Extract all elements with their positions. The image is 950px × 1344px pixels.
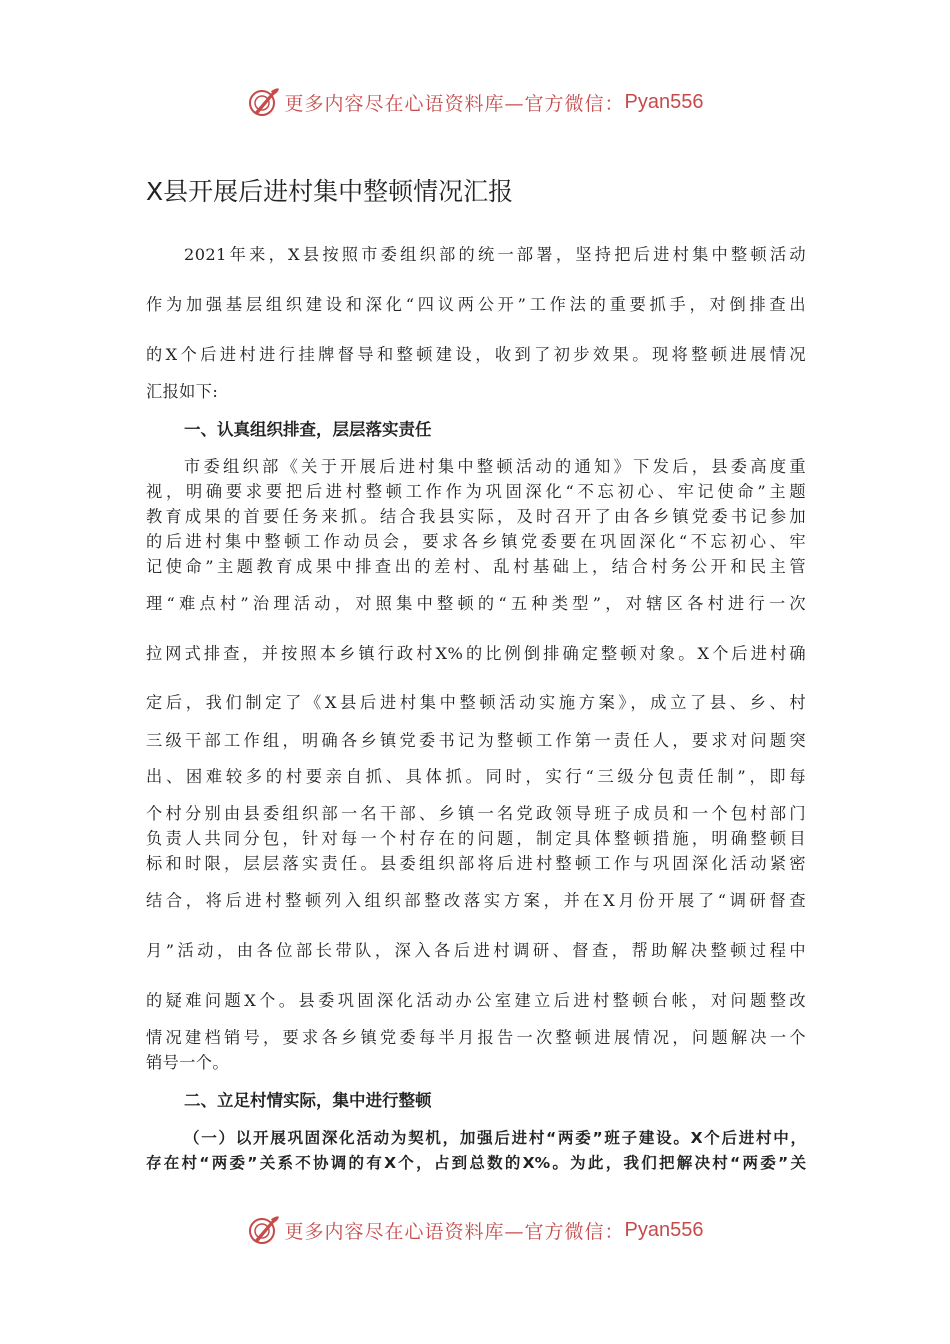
section-1-line: 拉网式排查，并按照本乡镇行政村X%的比例倒排确定整顿对象。X个后进村确	[146, 644, 806, 663]
section-1-line: 教育成果的首要任务来抓。结合我县实际，及时召开了由各乡镇党委书记参加	[146, 507, 806, 526]
document-title: X县开展后进村集中整顿情况汇报	[146, 177, 514, 206]
section-1-line: 三级干部工作组，明确各乡镇党委书记为整顿工作第一责任人，要求对问题突	[146, 731, 806, 750]
banner-text: 更多内容尽在心语资料库—官方微信：	[284, 1220, 625, 1243]
section-1-line: 月”活动，由各位部长带队，深入各后进村调研、督查，帮助解决整顿过程中	[146, 941, 806, 960]
intro-line: 汇报如下:	[146, 382, 219, 401]
section-2-heading: 二、立足村情实际，集中进行整顿	[184, 1091, 432, 1110]
section-1-line: 理“难点村”治理活动，对照集中整顿的“五种类型”，对辖区各村进行一次	[146, 594, 806, 613]
section-2-line: 存在村“两委”关系不协调的有X个，占到总数的X%。为此，我们把解决村“两委”关	[146, 1154, 806, 1172]
section-1-line: 市委组织部《关于开展后进村集中整顿活动的通知》下发后，县委高度重	[184, 457, 806, 476]
section-1-line: 出、困难较多的村要亲自抓、具体抓。同时，实行“三级分包责任制”，即每	[146, 767, 806, 786]
quill-pen-logo-icon	[247, 85, 281, 119]
section-1-heading: 一、认真组织排查，层层落实责任	[184, 420, 432, 439]
section-1-line: 负责人共同分包，针对每一个村存在的问题，制定具体整顿措施，明确整顿目	[146, 829, 806, 848]
section-1-line: 的疑难问题X个。县委巩固深化活动办公室建立后进村整顿台帐，对问题整改	[146, 991, 806, 1010]
section-2-line: （一）以开展巩固深化活动为契机，加强后进村“两委”班子建设。X个后进村中，	[184, 1129, 806, 1147]
section-1-line: 的后进村集中整顿工作动员会，要求各乡镇党委要在巩固深化“不忘初心、牢	[146, 532, 806, 551]
section-1-line: 结合，将后进村整顿列入组织部整改落实方案，并在X月份开展了“调研督查	[146, 891, 806, 910]
banner-text: 更多内容尽在心语资料库—官方微信：	[284, 92, 625, 115]
section-1-line: 标和时限，层层落实责任。县委组织部将后进村整顿工作与巩固深化活动紧密	[146, 854, 806, 873]
intro-line: 的X个后进村进行挂牌督导和整顿建设，收到了初步效果。现将整顿进展情况	[146, 345, 806, 364]
section-1-line: 情况建档销号，要求各乡镇党委每半月报告一次整顿进展情况，问题解决一个	[146, 1028, 806, 1047]
banner-wechat-id: Pyan556	[624, 90, 704, 113]
banner-wechat-id: Pyan556	[624, 1218, 704, 1241]
intro-line: 作为加强基层组织建设和深化“四议两公开”工作法的重要抓手，对倒排查出	[146, 295, 806, 314]
header-watermark-banner	[0, 82, 950, 122]
intro-line: 2021年来，X县按照市委组织部的统一部署，坚持把后进村集中整顿活动	[184, 245, 806, 264]
section-1-line: 销号一个。	[146, 1053, 229, 1072]
section-1-line: 记使命”主题教育成果中排查出的差村、乱村基础上，结合村务公开和民主管	[146, 557, 806, 576]
section-1-line: 个村分别由县委组织部一名干部、乡镇一名党政领导班子成员和一个包村部门	[146, 804, 806, 823]
quill-pen-logo-icon	[247, 1213, 281, 1247]
section-1-line: 视，明确要求要把后进村整顿工作作为巩固深化“不忘初心、牢记使命”主题	[146, 482, 806, 501]
footer-watermark-banner	[0, 1210, 950, 1250]
section-1-line: 定后，我们制定了《X县后进村集中整顿活动实施方案》，成立了县、乡、村	[146, 693, 806, 712]
